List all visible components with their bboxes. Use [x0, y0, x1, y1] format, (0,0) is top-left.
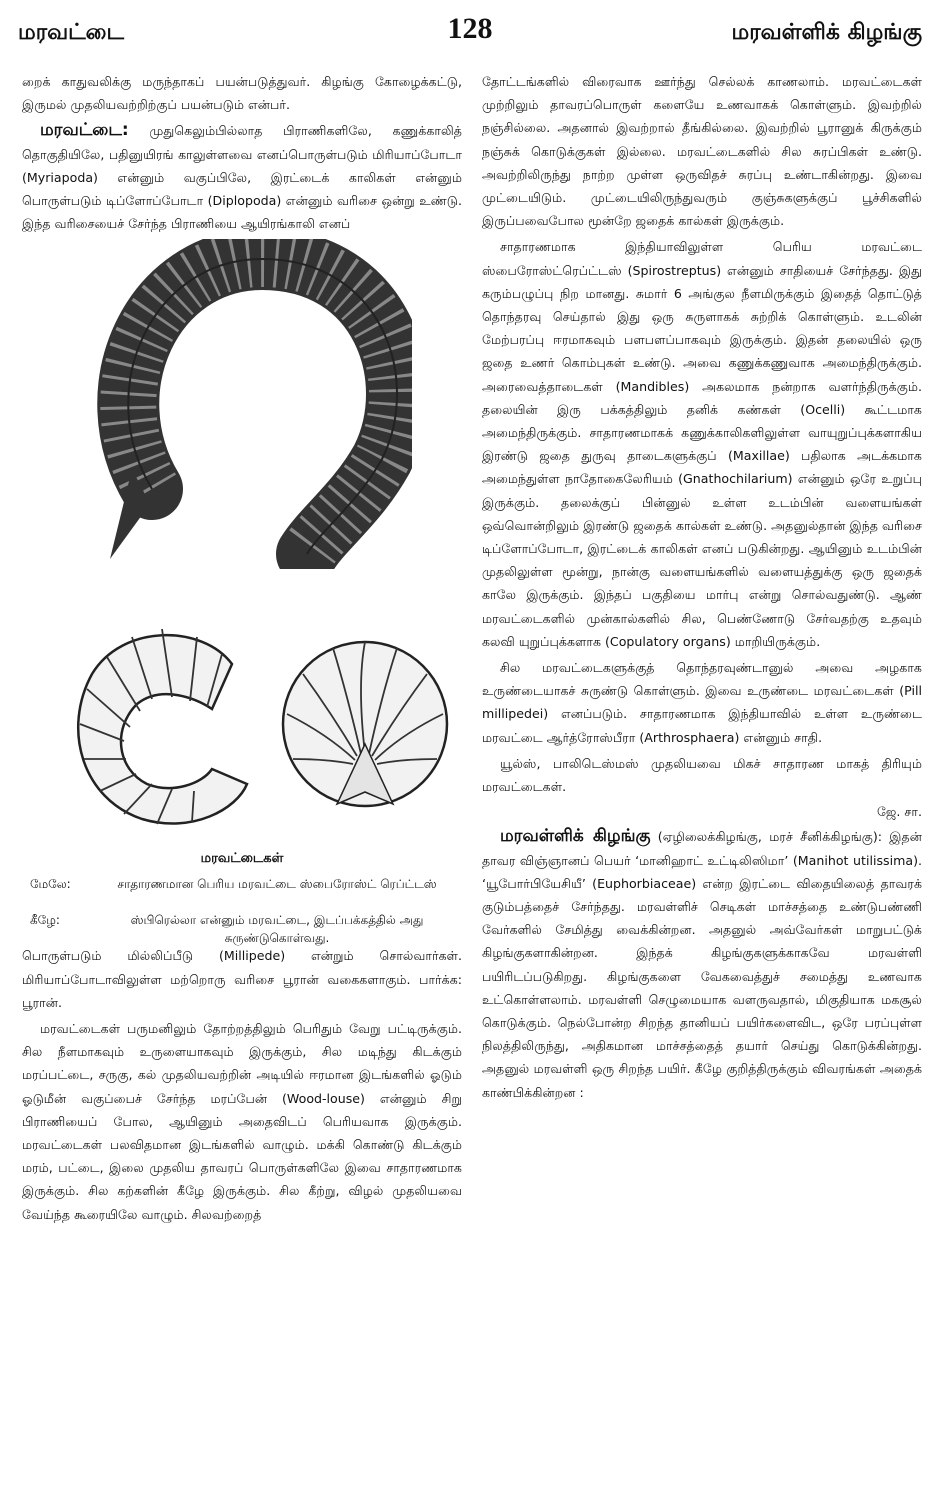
intro-paragraph: றைக் காதுவலிக்கு மருந்தாகப் பயன்படுத்துவர். கிழங்கு கோழைக்கட்டு, இருமல் முதலியவற்றிற்குப் பயன்படும் என்பர்.: [22, 74, 462, 113]
habitat-paragraph: மரவட்டைகள் பருமனிலும் தோற்றத்திலும் பெரிதும் வேறு பட்டிருக்கும். சில நீளமாகவும் உருளையாகவும் இருக்கும், சில மடிந்து கிடக்கும் மரப்பட்டை, சருகு, கல் முதலியவற்றின் அடியில் ஈரமான இடங்களில் ஓடும் ஓடுமீன் வகுப்பைச் சேர்ந்த மரப்பேன் (Wood-louse) என்னும் சிறு பிராணியைப் போல, ஆயினும் அதைவிடப் பெரியவாக இருக்கும். மரவட்டைகள் பலவிதமான இடங்களில் வாழும். மக்கி கொண்டு கிடக்கும் மரம், பட்டை, இலை முதலிய தாவரப் பொருள்களிலே இவை சாதாரணமாக இருக்கும். சில கற்களின் கீழே இருக்கும். சில கீற்று, விழல் முதலியவை வேய்ந்த கூரையிலே வாழும். சிலவற்றைத்: [22, 1021, 462, 1222]
maravalli-entry: [482, 825, 922, 1103]
page-header: [18, 6, 922, 62]
figure-title: மரவட்டைகள்: [200, 851, 284, 867]
caption-label-top: மேலே:: [30, 877, 71, 892]
page-number: 128: [447, 12, 493, 45]
right-column: [482, 70, 922, 1107]
entry-heading-maravalli: மரவள்ளிக் கிழங்கு: [500, 826, 651, 847]
marvattai-paragraph: முதுகெலும்பில்லாத பிராணிகளிலே, கணுக்காலித் தொகுதியிலே, பதினுயிரங் காலுள்ளவை எனப்பொருள்படும் மிரியாப்போடா (Myriapoda) என்னும் வகுப்பிலே, இரட்டைக் காலிகள் என்னும் பொருள்படும் டிப்ளோப்போடா (Diplopoda) என்னும் வரிசை ஒன்று உண்டு. இந்த வரிசையைச் சேர்ந்த பிராணியை ஆயிரங்காலி எனப்: [22, 123, 462, 232]
pill-millipede-curled-illustration: [62, 619, 262, 829]
entry-heading-marvattai: மரவட்டை:: [40, 120, 129, 141]
caption-text-top: சாதாரணமான பெரிய மரவட்டை ஸ்பைரோஸ்ட் ரெப்ட்டஸ்: [117, 877, 437, 892]
author-signature: ஜே. சா.: [876, 804, 922, 820]
maravalli-paragraph: (ஏழிலைக்கிழங்கு, மரச் சீனிக்கிழங்கு): இதன் தாவர விஞ்ஞானப் பெயர் ‘மானிஹாட் உட்டிலிஸிமா’ (Manihot utilissima). ‘யூபோர்பியேசியீ’ (Euphorbiaceae) என்ற இரட்டை விதையிலைத் தாவரக் குடும்பத்தைச் சேர்ந்தது. மரவள்ளிச் செடிகள் மாச்சத்தை உண்டுபண்ணி வேர்களில் சேமித்து வைக்கின்றன. அதனுல் அவ்வேர்கள் மாறுபட்டுக் கிழங்குகளாகின்றன. இந்தக் கிழங்குகளுக்காகவே மரவள்ளி பயிரிடப்படுகிறது. கிழங்குகளை வேகவைத்துச் சமைத்து உணவாக உட்கொள்ளலாம். மரவள்ளி செழுமையாக வளருவதால், மிகுதியாக மகசூல் கொடுக்கும். நெல்போன்ற சிறந்த தானியப் பயிர்களைவிட, ஒரே பரப்புள்ள நிலத்திலிருந்து, அதிகமான மாச்சத்தைத் தயார் செய்து கொடுக்கின்றது. அதனுல் மரவள்ளி ஒரு சிறந்த பயிர். கீழே குறித்திருக்கும் விவரங்கள் அதைக் காண்பிக்கின்றன :: [482, 829, 922, 1100]
pill-millipede-ball-illustration: [277, 624, 452, 824]
common-millipedes-paragraph: யூல்ஸ், பாலிடெஸ்மஸ் முதலியவை மிகச் சாதாரண மாகத் திரியும் மரவட்டைகள்.: [482, 755, 922, 795]
running-head-right: மரவள்ளிக் கிழங்கு: [731, 20, 922, 45]
diet-paragraph: தோட்டங்களில் விரைவாக ஊர்ந்து செல்லக் காணலாம். மரவட்டைகள் முற்றிலும் தாவரப்பொருள் களையே உணவாகக் கொள்ளும். இவற்றில் நஞ்சில்லை. அதனால் இவற்றால் தீங்கில்லை. இவற்றில் பூரானுக் கிருக்கும் நஞ்சுக் கொடுக்குகள் இல்லை. மரவட்டைகளில் சில சுரப்பிகள் உண்டு. அவற்றிலிருந்து நாற்ற முள்ள ஒருவிதச் சுரப்பு உண்டாகின்றது. இவை முட்டையிடும். முட்டையிலிருந்துவரும் குஞ்சுகளுக்குப் பூச்சிகளில் இருப்பவைபோல மூன்றே ஜதைக் கால்கள் இருக்கும்.: [482, 74, 922, 229]
spirostreptus-paragraph: சாதாரணமாக இந்தியாவிலுள்ள பெரிய மரவட்டை ஸ்பைரோஸ்ட்ரெப்ட்டஸ் (Spirostreptus) என்னும் சாதியைச் சேர்ந்தது. இது கரும்பழுப்பு நிற மானது. சுமார் 6 அங்குல நீளமிருக்கும் இதைத் தொட்டுத் தொந்தரவு செய்தால் இது ஒரு சுருளாகக் சுற்றிக் கொள்ளும். உடலின் மேற்பரப்பு ஈரமாகவும் பளபளப்பாகவும் இருக்கும். இதன் தலையில் ஒரு ஜதை உணர் கொம்புகள் உண்டு. அவை கணுக்கணுவாக அமைந்திருக்கும். அரைவைத்தாடைகள் (Mandibles) அகலமாக நன்றாக வளர்ந்திருக்கும். தலையின் இரு பக்கத்திலும் தனிக் கண்கள் (Ocelli) கூட்டமாக அமைந்திருக்கும். சாதாரணமாகக் கணுக்காலிகளிலுள்ள வாயுறுப்புக்களாகிய இரண்டு ஜதை துருவு தாடைகளுக்குப் (Maxillae) பதிலாக அடக்கமாக அமைந்துள்ள நாதோகைலேரியம் (Gnathochilarium) என்னும் ஒரே உறுப்பு இருக்கும். தலைக்குப் பின்னுல் உள்ள உடம்பின் வளையங்கள் ஒவ்வொன்றிலும் இரண்டு ஜதைக் கால்கள் உண்டு. அதனுல்தான் இந்த வரிசை டிப்ளோப்போடா, இரட்டைக் காலிகள் எனப் படுகின்றது. ஆயினும் உடம்பின் முதலிலுள்ள மூன்று, நான்கு வளையங்களில் வளையத்துக்கு ஒரு ஜதைக் காலே இருக்கும். இந்தப் பகுதியை மார்பு என்று சொல்வதுண்டு. ஆண் மரவட்டைகளில் முன்கால்களில் சில, பெண்ணோடு சேர்வதற்கு உதவும் கலவி யுறுப்புக்களாக (Copulatory organs) மாறியிருக்கும்.: [482, 239, 922, 649]
pill-millipede-paragraph: சில மரவட்டைகளுக்குத் தொந்தரவுண்டானுல் அவை அழகாக உருண்டையாகச் சுருண்டு கொள்ளும். இவை உருண்டை மரவட்டைகள் (Pill millipedei) எனப்படும். சாதாரணமாக இந்தியாவில் உள்ள உருண்டை மரவட்டை ஆர்த்ரோஸ்பீரா (Arthrosphaera) என்னும் சாதி.: [482, 660, 922, 745]
marvattai-entry: [22, 119, 462, 235]
caption-text-bottom: ஸ்பிரெல்லா என்னும் மரவட்டை, இடப்பக்கத்தில் அது சுருண்டுகொள்வது.: [130, 913, 424, 946]
spirostreptus-illustration: [92, 239, 412, 569]
millipede-figure: [22, 239, 462, 944]
left-column: [22, 70, 462, 1229]
millipede-paragraph: பொருள்படும் மில்லிப்பீடு (Millipede) என்றும் சொல்வார்கள். மிரியாப்போடாவிலுள்ள மற்றொரு வரிசை பூரான் வகைகளாகும். பார்க்க: பூரான்.: [22, 948, 462, 1010]
running-head-left: மரவட்டை: [18, 20, 124, 45]
caption-label-bottom: கீழே:: [30, 913, 60, 928]
